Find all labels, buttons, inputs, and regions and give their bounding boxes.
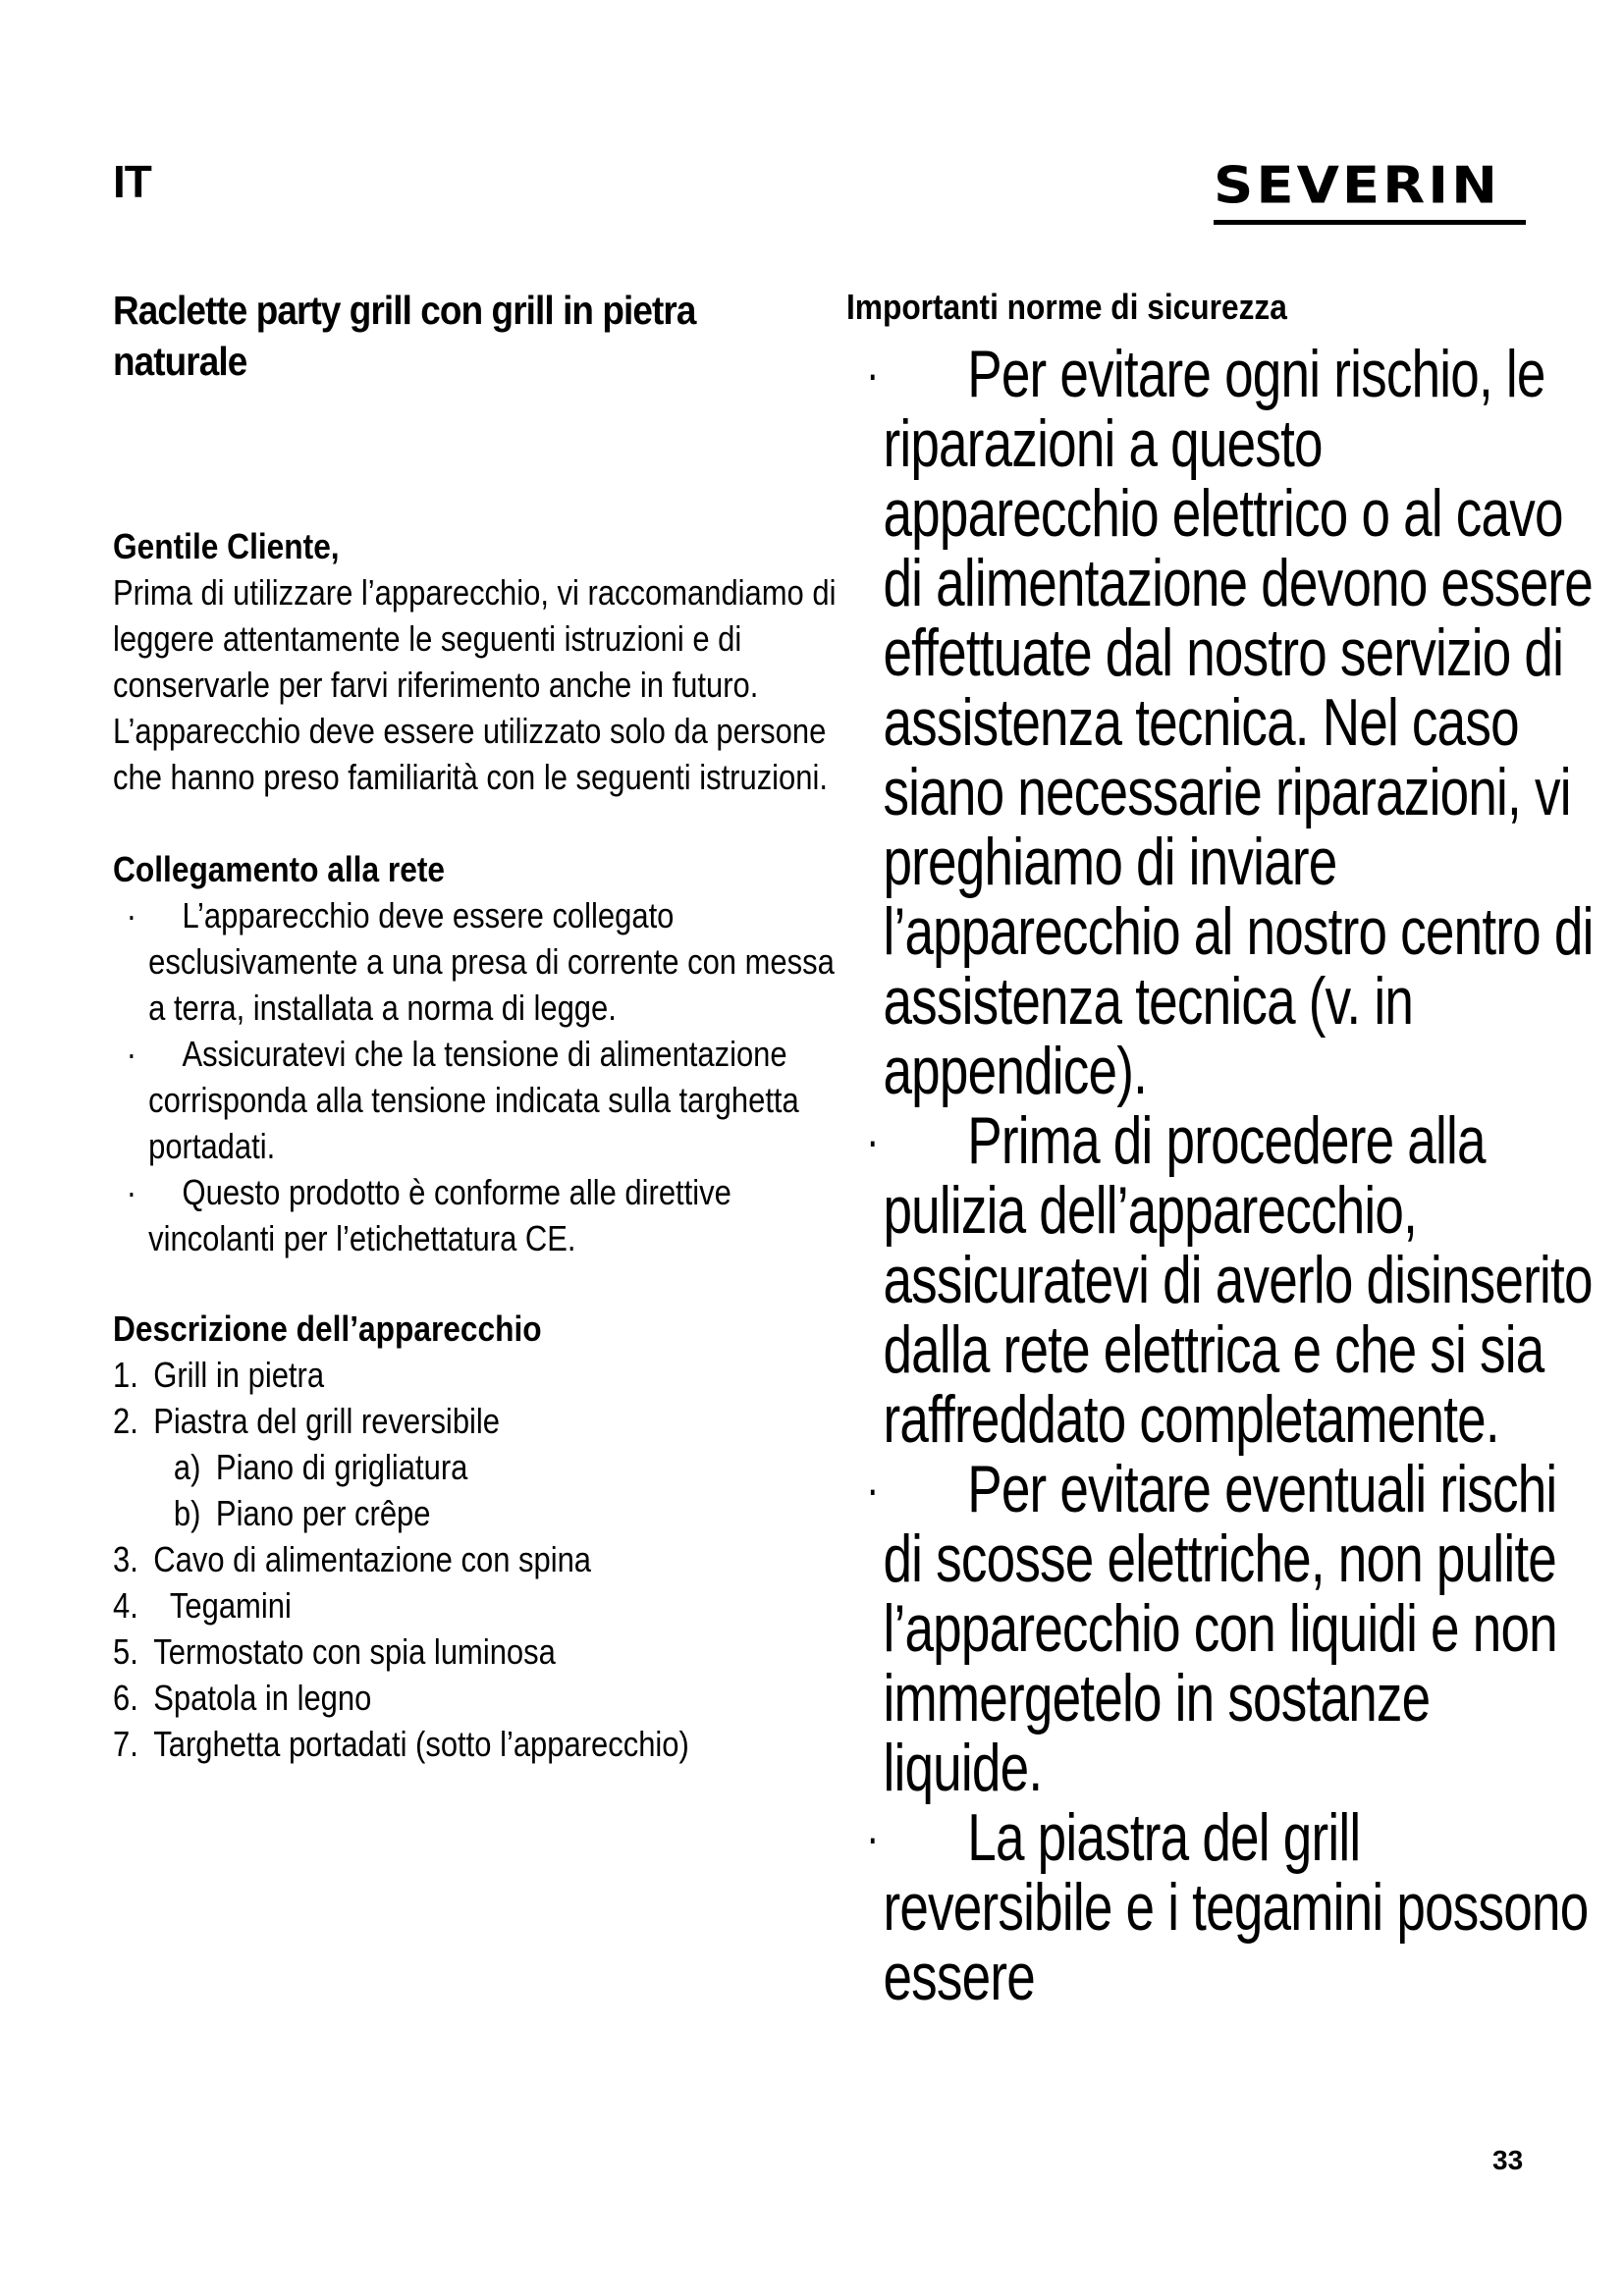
bullet-icon: ·: [126, 1172, 137, 1212]
item-number: b): [173, 1493, 201, 1533]
list-item: [113, 1536, 839, 1582]
item-number: 3.: [113, 1539, 138, 1579]
right-column: [846, 285, 1593, 2012]
list-item-text: Assicuratevi che la tensione di alimentazione corrisponda alla tensione indicata sulla targhetta portadati.: [148, 1034, 799, 1166]
parts-list: [113, 1352, 839, 1767]
item-text: Targhetta portadati (sotto l’apparecchio): [153, 1724, 689, 1764]
list-item-text: L’apparecchio deve essere collegato esclusivamente a una presa di corrente con messa a terra, installata a norma di legge.: [148, 895, 835, 1028]
item-number: 2.: [113, 1401, 138, 1441]
item-text: Tegamini: [153, 1585, 292, 1626]
item-number: a): [173, 1447, 201, 1487]
safety-list: [846, 337, 1597, 2014]
bullet-icon: ·: [866, 1462, 879, 1517]
item-number: 7.: [113, 1724, 138, 1764]
list-item: [846, 1103, 1597, 1457]
language-code: IT: [113, 156, 151, 207]
item-text: Piastra del grill reversibile: [153, 1401, 501, 1441]
safety-heading: Importanti norme di sicurezza: [846, 287, 1287, 327]
list-item: [113, 1352, 839, 1398]
list-item: [113, 1629, 839, 1675]
bullet-icon: ·: [866, 1810, 879, 1865]
description-heading: Descrizione dell’apparecchio: [113, 1308, 542, 1349]
item-number: 6.: [113, 1678, 138, 1718]
item-text: Termostato con spia luminosa: [153, 1631, 556, 1672]
list-item: [113, 1675, 839, 1721]
item-number: 5.: [113, 1631, 138, 1672]
list-item-text: Questo prodotto è conforme alle direttive vincolanti per l’etichettatura CE.: [148, 1172, 731, 1258]
connection-list: [113, 892, 839, 1261]
greeting-heading: Gentile Cliente,: [113, 526, 340, 566]
left-column: [113, 285, 839, 1767]
list-item: [846, 1452, 1597, 1805]
description-section: [113, 1307, 839, 1767]
page-number: 33: [1492, 2145, 1524, 2175]
bullet-icon: ·: [126, 895, 137, 935]
list-item-text: Per evitare ogni rischio, le riparazioni a questo apparecchio elettrico o al cavo di alimentazione devono essere effettuate dal nostro servizio di assistenza tecnica. Nel caso siano necessarie riparazioni, vi preghiamo di inviare l’apparecchio al nostro centro di assistenza tecnica (v. in appendice).: [883, 337, 1594, 1108]
list-item: [113, 1490, 839, 1536]
brand-logo: SEVERIN: [1214, 156, 1501, 216]
list-item-text: La piastra del grill reversibile e i tegamini possono essere: [883, 1800, 1589, 2014]
item-text: Cavo di alimentazione con spina: [153, 1539, 592, 1579]
item-text: Piano di grigliatura: [215, 1447, 468, 1487]
list-item: [113, 1721, 839, 1767]
bullet-icon: ·: [866, 1113, 879, 1168]
list-item-text: Per evitare eventuali rischi di scosse elettriche, non pulite l’apparecchio con liquidi e non immergetelo in sostanze liquide.: [883, 1452, 1557, 1805]
list-item: [113, 1444, 839, 1490]
bullet-icon: ·: [126, 1034, 137, 1074]
item-text: Piano per crêpe: [215, 1493, 431, 1533]
item-text: Grill in pietra: [153, 1355, 325, 1395]
list-item: [113, 1031, 839, 1169]
item-text: Spatola in legno: [153, 1678, 372, 1718]
list-item: [113, 1169, 839, 1261]
list-item: [846, 1800, 1597, 2014]
list-item: [113, 892, 839, 1031]
logo-underline: [1214, 220, 1526, 225]
connection-section: [113, 847, 839, 1261]
list-item: [113, 1398, 839, 1444]
bullet-icon: ·: [866, 347, 879, 401]
list-item: [113, 1582, 839, 1629]
greeting-section: [113, 524, 839, 800]
item-number: 1.: [113, 1355, 138, 1395]
document-title: Raclette party grill con grill in pietra naturale: [113, 288, 696, 384]
item-number: 4.: [113, 1585, 138, 1626]
list-item: [846, 337, 1597, 1108]
list-item-text: Prima di procedere alla pulizia dell’apparecchio, assicuratevi di averlo disinserito dalla rete elettrica e che si sia raffreddato completamente.: [883, 1103, 1593, 1457]
greeting-text: Prima di utilizzare l’apparecchio, vi raccomandiamo di leggere attentamente le seguenti istruzioni e di conservarle per farvi riferimento anche in futuro. L’apparecchio deve essere utilizzato solo da persone che hanno preso familiarità con le seguenti istruzioni.: [113, 572, 837, 797]
connection-heading: Collegamento alla rete: [113, 849, 446, 889]
